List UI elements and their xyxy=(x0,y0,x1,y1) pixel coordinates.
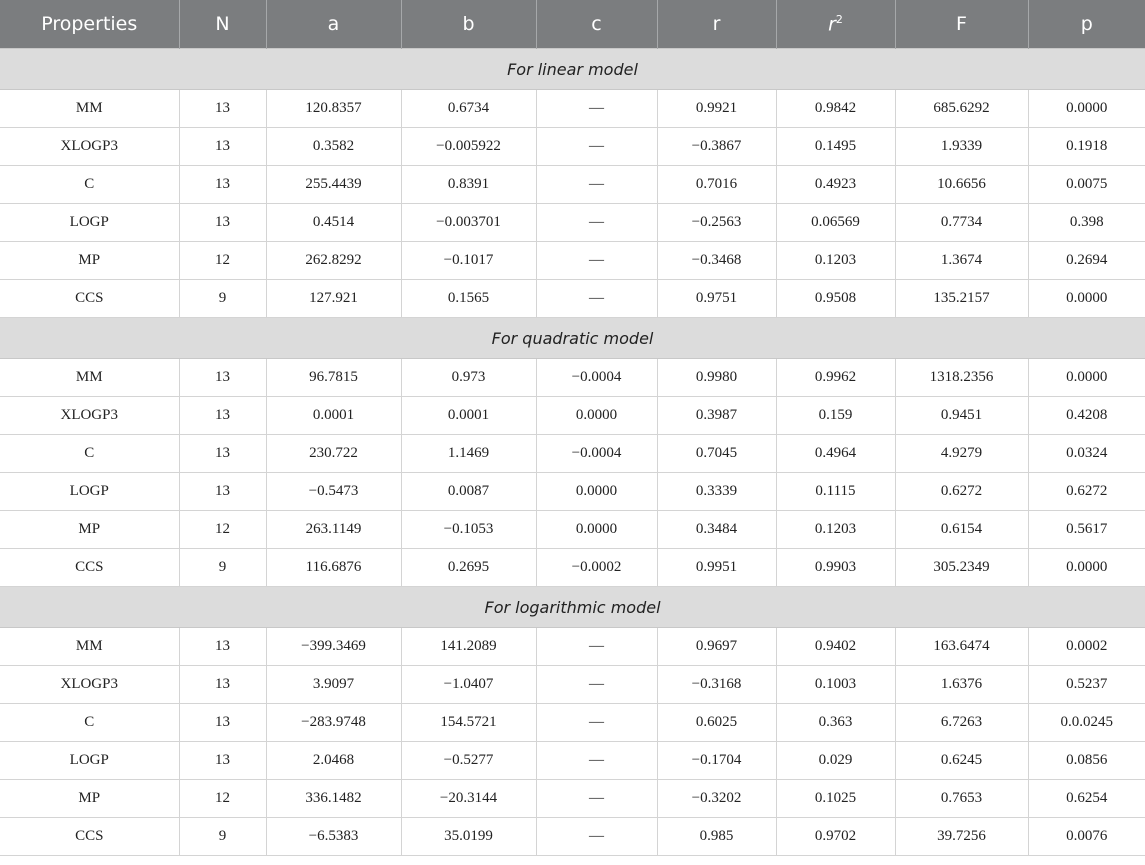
cell-f: 0.7734 xyxy=(895,204,1028,242)
cell-n: 9 xyxy=(179,818,266,856)
cell-b: 1.1469 xyxy=(401,435,536,473)
table-row xyxy=(0,166,1145,204)
cell-b: 35.0199 xyxy=(401,818,536,856)
cell-p: 0.0.0245 xyxy=(1028,704,1145,742)
cell-c: — xyxy=(536,780,657,818)
cell-p: 0.6254 xyxy=(1028,780,1145,818)
cell-r: −0.1704 xyxy=(657,742,776,780)
cell-c: — xyxy=(536,90,657,128)
cell-a: 263.1149 xyxy=(266,511,401,549)
cell-r: −0.2563 xyxy=(657,204,776,242)
cell-b: 0.973 xyxy=(401,359,536,397)
cell-n: 13 xyxy=(179,666,266,704)
cell-p: 0.5237 xyxy=(1028,666,1145,704)
cell-property: C xyxy=(0,704,179,742)
section-title: For quadratic model xyxy=(0,318,1145,359)
cell-a: 0.4514 xyxy=(266,204,401,242)
cell-property: MP xyxy=(0,242,179,280)
cell-f: 0.9451 xyxy=(895,397,1028,435)
cell-b: 0.6734 xyxy=(401,90,536,128)
table-row xyxy=(0,280,1145,318)
cell-r-squared: 0.1495 xyxy=(776,128,895,166)
table-row xyxy=(0,628,1145,666)
table-row xyxy=(0,666,1145,704)
cell-f: 685.6292 xyxy=(895,90,1028,128)
cell-n: 12 xyxy=(179,242,266,280)
cell-property: MM xyxy=(0,90,179,128)
cell-n: 13 xyxy=(179,128,266,166)
header-a: a xyxy=(266,0,401,49)
cell-a: 116.6876 xyxy=(266,549,401,587)
table-row xyxy=(0,397,1145,435)
cell-f: 0.7653 xyxy=(895,780,1028,818)
cell-property: XLOGP3 xyxy=(0,128,179,166)
cell-n: 13 xyxy=(179,704,266,742)
header-c: c xyxy=(536,0,657,49)
cell-r: 0.9751 xyxy=(657,280,776,318)
cell-b: 0.0087 xyxy=(401,473,536,511)
cell-a: 230.722 xyxy=(266,435,401,473)
cell-a: −6.5383 xyxy=(266,818,401,856)
cell-a: −399.3469 xyxy=(266,628,401,666)
cell-a: 96.7815 xyxy=(266,359,401,397)
cell-f: 0.6245 xyxy=(895,742,1028,780)
cell-c: — xyxy=(536,666,657,704)
cell-property: MM xyxy=(0,628,179,666)
table-row xyxy=(0,818,1145,856)
cell-r-squared: 0.1203 xyxy=(776,242,895,280)
cell-f: 4.9279 xyxy=(895,435,1028,473)
section-header-row xyxy=(0,587,1145,628)
cell-c: — xyxy=(536,128,657,166)
cell-a: 127.921 xyxy=(266,280,401,318)
table-row xyxy=(0,742,1145,780)
cell-r-squared: 0.1025 xyxy=(776,780,895,818)
cell-c: — xyxy=(536,242,657,280)
section-title: For logarithmic model xyxy=(0,587,1145,628)
cell-r-squared: 0.06569 xyxy=(776,204,895,242)
cell-property: MM xyxy=(0,359,179,397)
cell-c: — xyxy=(536,818,657,856)
cell-f: 135.2157 xyxy=(895,280,1028,318)
cell-c: — xyxy=(536,742,657,780)
cell-f: 163.6474 xyxy=(895,628,1028,666)
cell-a: 336.1482 xyxy=(266,780,401,818)
cell-a: 255.4439 xyxy=(266,166,401,204)
cell-r-squared: 0.159 xyxy=(776,397,895,435)
cell-c: −0.0004 xyxy=(536,359,657,397)
header-row xyxy=(0,0,1145,49)
cell-p: 0.0000 xyxy=(1028,549,1145,587)
cell-p: 0.2694 xyxy=(1028,242,1145,280)
cell-p: 0.0002 xyxy=(1028,628,1145,666)
cell-b: −0.1053 xyxy=(401,511,536,549)
table-row xyxy=(0,435,1145,473)
table-row xyxy=(0,549,1145,587)
cell-c: — xyxy=(536,280,657,318)
table-row xyxy=(0,473,1145,511)
cell-a: 2.0468 xyxy=(266,742,401,780)
cell-c: 0.0000 xyxy=(536,473,657,511)
cell-p: 0.4208 xyxy=(1028,397,1145,435)
cell-r-squared: 0.4923 xyxy=(776,166,895,204)
cell-c: −0.0004 xyxy=(536,435,657,473)
cell-f: 0.6272 xyxy=(895,473,1028,511)
cell-r-squared: 0.9903 xyxy=(776,549,895,587)
header-r-squared xyxy=(776,0,895,49)
cell-r: −0.3867 xyxy=(657,128,776,166)
cell-b: 0.2695 xyxy=(401,549,536,587)
cell-c: 0.0000 xyxy=(536,397,657,435)
table-row xyxy=(0,204,1145,242)
cell-r: 0.9921 xyxy=(657,90,776,128)
cell-p: 0.398 xyxy=(1028,204,1145,242)
cell-n: 13 xyxy=(179,628,266,666)
table-row xyxy=(0,511,1145,549)
cell-property: MP xyxy=(0,780,179,818)
cell-n: 13 xyxy=(179,359,266,397)
cell-p: 0.0000 xyxy=(1028,280,1145,318)
table-row xyxy=(0,780,1145,818)
cell-property: CCS xyxy=(0,549,179,587)
cell-f: 1.9339 xyxy=(895,128,1028,166)
cell-property: LOGP xyxy=(0,742,179,780)
cell-f: 1.3674 xyxy=(895,242,1028,280)
cell-r: −0.3468 xyxy=(657,242,776,280)
cell-a: 0.0001 xyxy=(266,397,401,435)
cell-p: 0.5617 xyxy=(1028,511,1145,549)
cell-n: 13 xyxy=(179,204,266,242)
cell-r-squared: 0.1203 xyxy=(776,511,895,549)
table-row xyxy=(0,90,1145,128)
cell-n: 13 xyxy=(179,397,266,435)
cell-r: 0.7045 xyxy=(657,435,776,473)
header-b: b xyxy=(401,0,536,49)
cell-p: 0.0076 xyxy=(1028,818,1145,856)
header-f: F xyxy=(895,0,1028,49)
cell-r: 0.3484 xyxy=(657,511,776,549)
cell-r: 0.9980 xyxy=(657,359,776,397)
cell-b: −0.005922 xyxy=(401,128,536,166)
cell-c: — xyxy=(536,166,657,204)
table-body xyxy=(0,49,1145,856)
cell-property: LOGP xyxy=(0,473,179,511)
cell-n: 13 xyxy=(179,90,266,128)
cell-p: 0.0000 xyxy=(1028,359,1145,397)
cell-n: 12 xyxy=(179,780,266,818)
cell-f: 39.7256 xyxy=(895,818,1028,856)
cell-r: 0.9697 xyxy=(657,628,776,666)
table-header xyxy=(0,0,1145,49)
cell-r: 0.3339 xyxy=(657,473,776,511)
cell-b: −0.003701 xyxy=(401,204,536,242)
table-row xyxy=(0,242,1145,280)
cell-a: 120.8357 xyxy=(266,90,401,128)
cell-c: — xyxy=(536,628,657,666)
header-properties: Properties xyxy=(0,0,179,49)
cell-n: 13 xyxy=(179,473,266,511)
cell-b: 0.8391 xyxy=(401,166,536,204)
section-header-row xyxy=(0,318,1145,359)
cell-a: −283.9748 xyxy=(266,704,401,742)
cell-n: 9 xyxy=(179,280,266,318)
cell-p: 0.0075 xyxy=(1028,166,1145,204)
cell-p: 0.1918 xyxy=(1028,128,1145,166)
cell-f: 1318.2356 xyxy=(895,359,1028,397)
table-row xyxy=(0,704,1145,742)
cell-r-squared: 0.1115 xyxy=(776,473,895,511)
cell-n: 9 xyxy=(179,549,266,587)
cell-r: 0.7016 xyxy=(657,166,776,204)
section-title: For linear model xyxy=(0,49,1145,90)
cell-property: CCS xyxy=(0,280,179,318)
cell-b: −0.1017 xyxy=(401,242,536,280)
cell-property: XLOGP3 xyxy=(0,397,179,435)
cell-r-squared: 0.9402 xyxy=(776,628,895,666)
table-row xyxy=(0,128,1145,166)
cell-b: 154.5721 xyxy=(401,704,536,742)
cell-n: 13 xyxy=(179,742,266,780)
cell-property: XLOGP3 xyxy=(0,666,179,704)
header-n: N xyxy=(179,0,266,49)
header-r-squared-base: r xyxy=(828,13,836,36)
cell-c: — xyxy=(536,704,657,742)
cell-r-squared: 0.1003 xyxy=(776,666,895,704)
cell-a: 0.3582 xyxy=(266,128,401,166)
cell-r: 0.6025 xyxy=(657,704,776,742)
cell-r-squared: 0.9702 xyxy=(776,818,895,856)
section-header-row xyxy=(0,49,1145,90)
cell-property: CCS xyxy=(0,818,179,856)
cell-r: 0.3987 xyxy=(657,397,776,435)
cell-b: −0.5277 xyxy=(401,742,536,780)
header-r: r xyxy=(657,0,776,49)
cell-r-squared: 0.9842 xyxy=(776,90,895,128)
cell-b: 0.0001 xyxy=(401,397,536,435)
cell-f: 6.7263 xyxy=(895,704,1028,742)
cell-b: 141.2089 xyxy=(401,628,536,666)
cell-property: C xyxy=(0,435,179,473)
cell-r-squared: 0.363 xyxy=(776,704,895,742)
cell-f: 0.6154 xyxy=(895,511,1028,549)
cell-p: 0.0000 xyxy=(1028,90,1145,128)
table-row xyxy=(0,359,1145,397)
cell-f: 10.6656 xyxy=(895,166,1028,204)
header-r-squared-exponent: 2 xyxy=(835,12,843,26)
cell-r: 0.9951 xyxy=(657,549,776,587)
cell-f: 1.6376 xyxy=(895,666,1028,704)
cell-r-squared: 0.029 xyxy=(776,742,895,780)
cell-b: −1.0407 xyxy=(401,666,536,704)
cell-n: 13 xyxy=(179,166,266,204)
cell-r: −0.3202 xyxy=(657,780,776,818)
cell-f: 305.2349 xyxy=(895,549,1028,587)
header-p: p xyxy=(1028,0,1145,49)
cell-p: 0.0324 xyxy=(1028,435,1145,473)
cell-r-squared: 0.9962 xyxy=(776,359,895,397)
cell-c: 0.0000 xyxy=(536,511,657,549)
cell-a: 262.8292 xyxy=(266,242,401,280)
cell-r-squared: 0.4964 xyxy=(776,435,895,473)
cell-r: −0.3168 xyxy=(657,666,776,704)
cell-n: 13 xyxy=(179,435,266,473)
cell-p: 0.6272 xyxy=(1028,473,1145,511)
cell-p: 0.0856 xyxy=(1028,742,1145,780)
cell-b: −20.3144 xyxy=(401,780,536,818)
cell-property: MP xyxy=(0,511,179,549)
cell-property: C xyxy=(0,166,179,204)
cell-c: −0.0002 xyxy=(536,549,657,587)
cell-a: −0.5473 xyxy=(266,473,401,511)
cell-n: 12 xyxy=(179,511,266,549)
cell-c: — xyxy=(536,204,657,242)
cell-a: 3.9097 xyxy=(266,666,401,704)
cell-r: 0.985 xyxy=(657,818,776,856)
cell-b: 0.1565 xyxy=(401,280,536,318)
cell-r-squared: 0.9508 xyxy=(776,280,895,318)
cell-property: LOGP xyxy=(0,204,179,242)
